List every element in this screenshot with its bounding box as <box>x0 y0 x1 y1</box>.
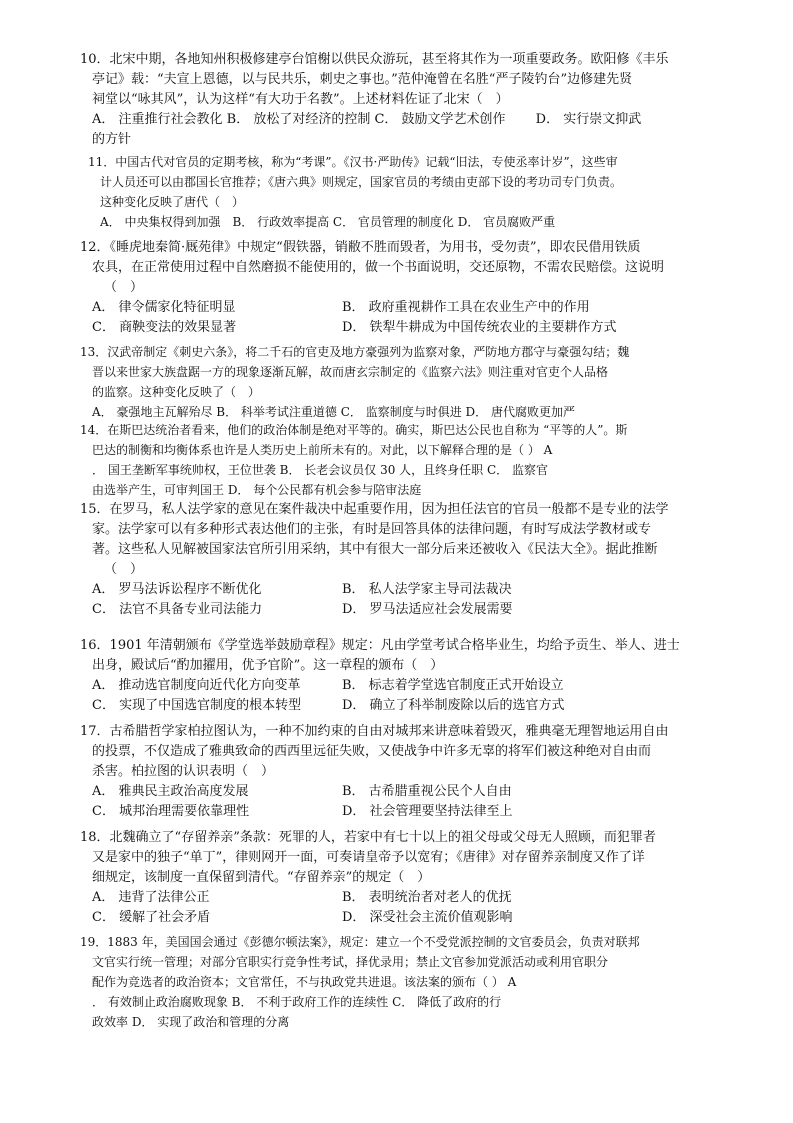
question-15-option-d: D． 罗马法适应社会发展需要 <box>342 602 513 617</box>
question-10-line-3: 祠堂以“咏其风”，认为这样“有大功于名教”。上述材料佐证了北宋（ ） <box>92 92 509 107</box>
question-17-option-b: B． 古希腊重视公民个人自由 <box>342 784 512 799</box>
question-17-line-2: 的投票，不仅造成了雅典致命的西西里远征失败，又使战争中许多无辜的将军们被这种绝对自由而 <box>92 744 652 759</box>
question-12-option-b: B． 政府重视耕作工具在农业生产中的作用 <box>342 300 590 315</box>
question-16 <box>80 636 720 716</box>
question-18-line-2: 又是家中的独子“单丁”，律则网开一面，可奏请皇帝予以宽宥；《唐律》对存留养亲制度又作了详 <box>92 850 645 865</box>
question-11-line-1: 11．中国古代对官员的定期考核，称为“考课”。《汉书·严助传》记载“旧法，专使丞率计岁”，这些审 <box>88 155 618 169</box>
question-10-line-2: 亭记》载：“夫宣上恩德，以与民共乐，刺史之事也。”范仲淹曾在名胜“严子陵钓台”边修建先贤 <box>92 72 633 87</box>
question-14 <box>80 420 720 500</box>
question-18-option-d: D． 深受社会主流价值观影响 <box>342 910 513 925</box>
question-17-line-1: 17．古希腊哲学家柏拉图认为，一种不加约束的自由对城邦来讲意味着毁灭，雅典毫无理智地运用自由 <box>80 724 669 739</box>
question-16-option-c: C． 实现了中国选官制度的根本转型 <box>92 698 302 713</box>
question-19-line-4: ． 有效制止政治腐败现象 B． 不利于政府工作的连续性 C． 降低了政府的行 <box>92 995 502 1009</box>
question-12 <box>80 238 720 338</box>
question-17-line-3: 杀害。柏拉图的认识表明（ ） <box>92 764 275 779</box>
question-15-options-row-1 <box>80 580 720 600</box>
question-12-options-row-1 <box>80 298 720 318</box>
question-12-options-row-2 <box>80 318 720 338</box>
question-15-option-b: B． 私人法学家主导司法裁决 <box>342 582 512 597</box>
question-18-option-c: C． 缓解了社会矛盾 <box>92 910 211 925</box>
question-13-options: A． 豪强地主瓦解殆尽 B． 科举考试注重道德 C． 监察制度与时俱进 D． 唐代腐败更加严 <box>92 405 575 419</box>
question-17-options-row-2 <box>80 802 720 822</box>
question-19-line-1: 19．1883 年，美国国会通过《彭德尔顿法案》，规定：建立一个不受党派控制的文官委员会，负责对联邦 <box>80 935 640 949</box>
question-10-options: A． 注重推行社会教化 B． 放松了对经济的控制 C． 鼓励文学艺术创作 D． 实行崇文抑武 <box>92 112 642 127</box>
question-17-options-row-1 <box>80 782 720 802</box>
question-16-option-d: D． 确立了科举制废除以后的选官方式 <box>342 698 565 713</box>
question-18-option-a: A． 违背了法律公正 <box>92 890 210 905</box>
question-18 <box>80 828 720 928</box>
question-15-line-4: （ ） <box>104 562 144 577</box>
question-10-line-1: 10．北宋中期，各地知州积极修建亭台馆榭以供民众游玩，甚至将其作为一项重要政务。欧阳修《丰乐 <box>80 52 669 67</box>
question-12-option-c: C． 商鞅变法的效果显著 <box>92 320 237 335</box>
question-14-line-2: 巴达的制衡和均衡体系也许是人类历史上前所未有的。对此，以下解释合理的是（ ） A <box>92 443 553 457</box>
question-18-options-row-2 <box>80 908 720 928</box>
question-16-line-2: 出身，殿试后“酌加擢用，优予官阶”。这一章程的颁布（ ） <box>92 658 444 673</box>
question-15-line-2: 家。法学家可以有多种形式表达他们的主张，有时是回答具体的法律问题，有时写成法学教材或专 <box>92 522 652 537</box>
question-19-line-5: 政效率 D． 实现了政治和管理的分离 <box>92 1015 290 1029</box>
question-19-line-3: 配作为竞选者的政治资本；文官常任，不与执政党共进退。该法案的颁布（ ） A <box>92 975 517 989</box>
question-17-option-d: D． 社会管理要坚持法律至上 <box>342 804 513 819</box>
question-15-option-c: C． 法官不具备专业司法能力 <box>92 602 263 617</box>
question-19-line-2: 文官实行统一管理；对部分官职实行竞争性考试，择优录用；禁止文官参加党派活动或利用官职分 <box>92 955 609 969</box>
question-13 <box>80 342 720 422</box>
question-16-line-1: 16．1901 年清朝颁布《学堂选举鼓励章程》规定：凡由学堂考试合格毕业生，均给予贡生、举人、进士 <box>80 638 680 653</box>
question-15-option-a: A． 罗马法诉讼程序不断优化 <box>92 582 262 597</box>
question-18-line-1: 18．北魏确立了“存留养亲”条款：死罪的人，若家中有七十以上的祖父母或父母无人照顾，而犯罪者 <box>80 830 656 845</box>
question-18-options-row-1 <box>80 888 720 908</box>
question-13-line-2: 晋以来世家大族盘踞一方的现象逐渐瓦解，故而唐玄宗制定的《监察六法》则注重对官吏个人品格 <box>92 365 609 379</box>
question-14-line-4: 由选举产生，可审判国王 D． 每个公民都有机会参与陪审法庭 <box>92 483 422 497</box>
question-18-line-3: 细规定，该制度一直保留到清代。“存留养亲”的规定（ ） <box>92 870 431 885</box>
question-16-option-b: B． 标志着学堂选官制度正式开始设立 <box>342 678 564 693</box>
question-15-line-1: 15．在罗马，私人法学家的意见在案件裁决中起重要作用，因为担任法官的官员一般都不是专业的法学 <box>80 502 669 517</box>
question-11-line-3: 这种变化反映了唐代（ ） <box>100 195 245 209</box>
question-10-line-5: 的方针 <box>92 132 132 147</box>
question-15-options-row-2 <box>80 600 720 620</box>
question-14-line-1: 14．在斯巴达统治者看来，他们的政治体制是绝对平等的。确实，斯巴达公民也自称为 “平等的人”。斯 <box>80 423 628 437</box>
question-16-options-row-1 <box>80 676 720 696</box>
question-15 <box>80 500 720 620</box>
question-12-option-a: A． 律令儒家化特征明显 <box>92 300 236 315</box>
question-19 <box>80 932 720 1032</box>
question-13-line-1: 13．汉武帝制定《刺史六条》，将二千石的官吏及地方豪强列为监察对象，严防地方郡守与豪强勾结；魏 <box>80 345 630 359</box>
question-11 <box>88 152 728 232</box>
question-16-option-a: A． 推动选官制度向近代化方向变革 <box>92 678 301 693</box>
question-16-options-row-2 <box>80 696 720 716</box>
question-13-line-3: 的监察。这种变化反映了（ ） <box>92 385 261 399</box>
question-14-line-3: ． 国王垄断军事统帅权，王位世袭 B． 长老会议员仅 30 人，且终身任职 C． 监察官 <box>92 463 548 477</box>
question-17-option-c: C． 城邦治理需要依靠理性 <box>92 804 250 819</box>
question-12-line-2: 农具，在正常使用过程中自然磨损不能使用的，做一个书面说明，交还原物，不需农民赔偿。这说明 <box>92 260 665 275</box>
question-17-option-a: A． 雅典民主政治高度发展 <box>92 784 249 799</box>
question-11-line-2: 计人员还可以由郡国长官推荐；《唐六典》则规定，国家官员的考绩由吏部下设的考功司专门负责。 <box>100 175 623 189</box>
question-12-line-3: （ ） <box>104 280 144 295</box>
question-12-line-1: 12．《睡虎地秦简·厩苑律》中规定“假铁器，销敝不胜而毁者，为用书，受勿责”，即农民借用铁质 <box>80 240 641 255</box>
question-17 <box>80 722 720 822</box>
question-12-option-d: D． 铁犁牛耕成为中国传统农业的主要耕作方式 <box>342 320 617 335</box>
question-15-line-3: 著。这些私人见解被国家法官所引用采纳，其中有很大一部分后来还被收入《民法大全》。据此推断 <box>92 542 658 557</box>
question-10 <box>80 50 720 150</box>
question-18-option-b: B． 表明统治者对老人的优抚 <box>342 890 512 905</box>
question-11-options: A． 中央集权得到加强 B． 行政效率提高 C． 官员管理的制度化 D． 官员腐败严重 <box>100 215 556 229</box>
